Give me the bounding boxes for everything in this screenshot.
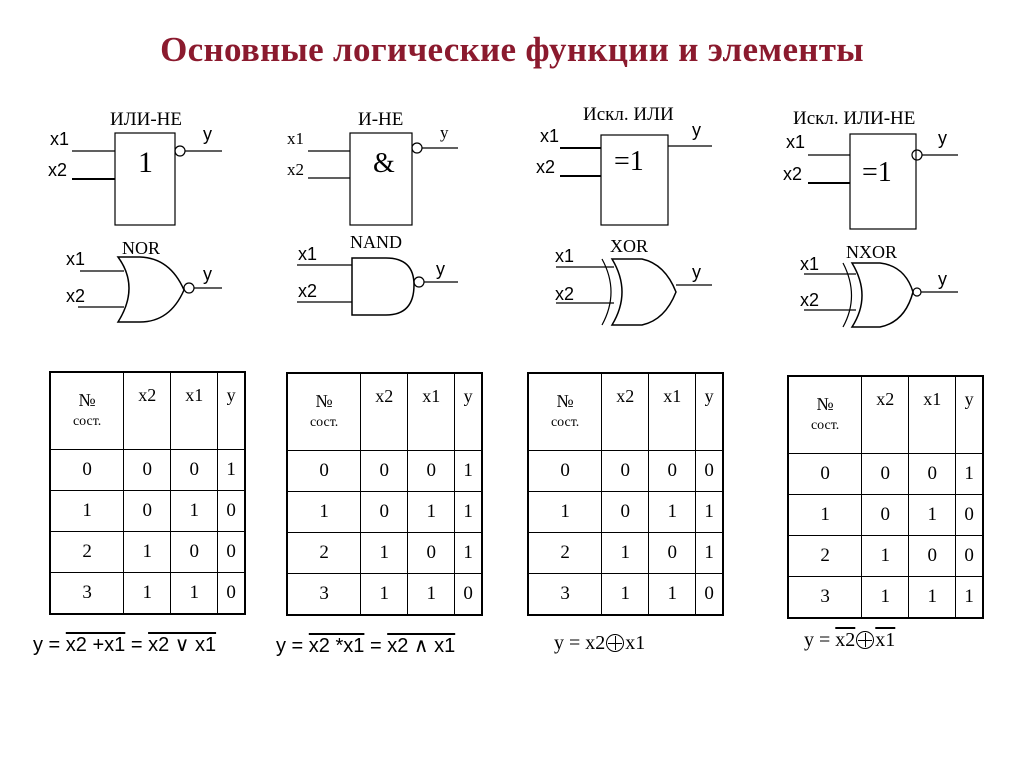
table-row: 0 0 0 1	[287, 451, 482, 492]
nand-shape-x2: x2	[298, 281, 318, 301]
nxor-rect-x2: x2	[783, 164, 803, 184]
xor-shape-x1: x1	[555, 246, 575, 266]
header-y: y	[218, 372, 245, 450]
table-row: 1 0 1 0	[788, 495, 983, 536]
header-x2: x2	[862, 376, 909, 454]
truth-table-xor	[527, 372, 724, 616]
table-row: 3 1 1 1	[788, 577, 983, 619]
nand-shape-x1: x1	[298, 244, 318, 264]
nor-shape-x2: x2	[66, 286, 86, 306]
xor-header: Искл. ИЛИ	[583, 104, 674, 125]
nxor-shape-y: y	[938, 269, 947, 289]
nand-name: NAND	[350, 232, 402, 252]
nor-header: ИЛИ-НЕ	[110, 109, 182, 130]
nxor-header: Искл. ИЛИ-НЕ	[793, 108, 916, 129]
nor-shape-gate	[78, 257, 222, 322]
table-row: 3 1 1 0	[287, 574, 482, 616]
xor-shape-gate	[556, 259, 712, 325]
xor-symbol: =1	[614, 146, 644, 177]
nor-name: NOR	[122, 238, 161, 258]
table-row: 2 1 0 0	[788, 536, 983, 577]
header-num: № сост.	[788, 376, 862, 454]
header-x2: x2	[124, 372, 171, 450]
header-x1: x1	[171, 372, 218, 450]
nor-rect-y: y	[203, 124, 212, 144]
table-row: 2 1 0 0	[50, 532, 245, 573]
nor-rect-x1: x1	[50, 129, 70, 149]
nand-rect-gate	[308, 133, 458, 225]
table-row: 0 0 0 1	[50, 450, 245, 491]
xor-operator-icon	[606, 634, 624, 652]
header-y: y	[956, 376, 983, 454]
nor-rect-x2: x2	[48, 160, 68, 180]
nor-shape-y: y	[203, 264, 212, 284]
table-row: 3 1 1 0	[528, 574, 723, 616]
nand-shape-gate	[297, 258, 458, 315]
xor-shape-x2: x2	[555, 284, 575, 304]
table-row: 1 0 1 0	[50, 491, 245, 532]
nxor-name: NXOR	[846, 242, 898, 262]
truth-table-nxor	[787, 375, 984, 619]
header-x1: x1	[649, 373, 696, 451]
formula-nand: y = x2 *x1 = x2 ∧ x1	[276, 635, 456, 657]
nxor-shape-x2: x2	[800, 290, 820, 310]
nxor-rect-y: y	[938, 128, 947, 148]
nxor-rect-x1: x1	[786, 132, 806, 152]
nand-symbol: &	[373, 148, 395, 179]
truth-table-nand	[286, 372, 483, 616]
header-x2: x2	[602, 373, 649, 451]
page-title: Основные логические функции и элементы	[160, 30, 864, 69]
xor-rect-x1: x1	[540, 126, 560, 146]
table-row: 2 1 0 1	[528, 533, 723, 574]
table-row: 3 1 1 0	[50, 573, 245, 615]
table-row: 1 0 1 1	[287, 492, 482, 533]
formula-xor: y = x2 x1	[554, 632, 646, 654]
header-num: № сост.	[50, 372, 124, 450]
table-row: 0 0 0 1	[788, 454, 983, 495]
table-row: 2 1 0 1	[287, 533, 482, 574]
header-y: y	[455, 373, 482, 451]
xor-shape-y: y	[692, 262, 701, 282]
header-x2: x2	[361, 373, 408, 451]
table-row: 0 0 0 0	[528, 451, 723, 492]
xor-name: XOR	[610, 236, 649, 256]
xnor-operator-icon	[856, 631, 874, 649]
nxor-symbol: =1	[862, 157, 892, 188]
nand-rect-y: y	[440, 123, 449, 142]
table-row: 1 0 1 1	[528, 492, 723, 533]
header-x1: x1	[909, 376, 956, 454]
nxor-shape-x1: x1	[800, 254, 820, 274]
header-y: y	[696, 373, 723, 451]
nand-shape-y: y	[436, 259, 445, 279]
header-x1: x1	[408, 373, 455, 451]
nand-header: И-НЕ	[358, 109, 404, 130]
header-num: № сост.	[528, 373, 602, 451]
nand-rect-x2: x2	[287, 160, 304, 179]
nand-rect-x1: x1	[287, 129, 304, 148]
formula-nor: y = x2 +x1 = x2 ∨ x1	[33, 634, 217, 656]
truth-table-nor	[49, 371, 246, 615]
nxor-shape-gate	[804, 263, 958, 327]
nor-shape-x1: x1	[66, 249, 86, 269]
xor-rect-x2: x2	[536, 157, 556, 177]
formula-nxor: y = x2 x1	[804, 629, 896, 651]
xor-rect-y: y	[692, 120, 701, 140]
header-num: № сост.	[287, 373, 361, 451]
nor-symbol: 1	[138, 146, 153, 179]
